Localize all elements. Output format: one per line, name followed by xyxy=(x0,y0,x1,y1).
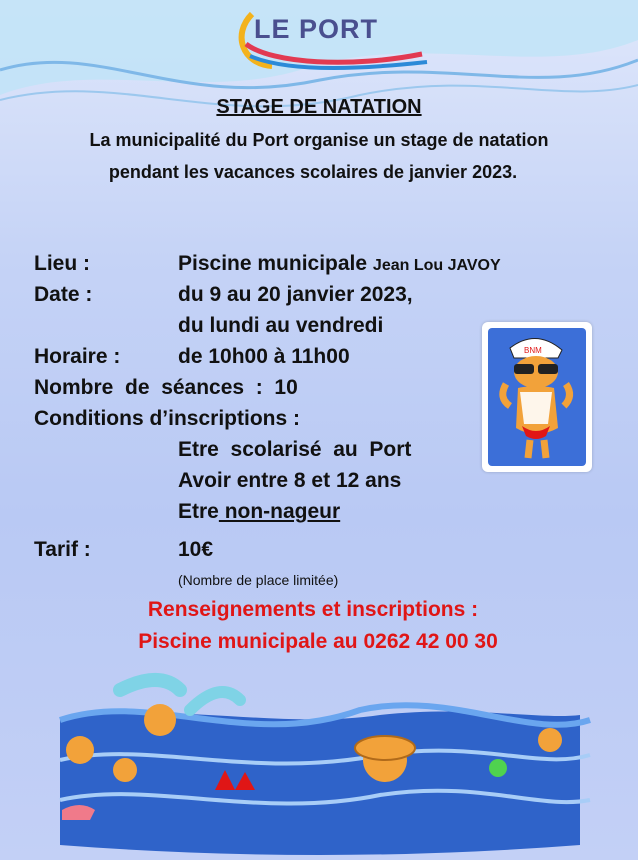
swimmer-mascot-icon xyxy=(488,328,586,466)
contact-line-2: Piscine municipale au 0262 42 00 30 xyxy=(138,630,498,653)
condition-3 xyxy=(178,500,340,524)
intro-line-2: pendant les vacances scolaires de janvier 2023. xyxy=(108,162,518,182)
page-title: STAGE DE NATATION xyxy=(216,96,422,118)
conditions-label: Conditions d’inscriptions : xyxy=(34,407,300,430)
contact-line-1: Renseignements et inscriptions : xyxy=(147,598,479,621)
condition-3-underlined: non-nageur xyxy=(218,500,341,523)
horaire-value: de 10h00 à 11h00 xyxy=(178,345,350,368)
condition-2: Avoir entre 8 et 12 ans xyxy=(178,469,402,492)
lieu-value-name: Jean Lou JAVOY xyxy=(372,257,501,274)
seances-line: Nombre de séances : 10 xyxy=(34,376,298,399)
condition-1: Etre scolarisé au Port xyxy=(178,438,412,461)
swimming-kids-illustration xyxy=(0,660,638,860)
tarif-label: Tarif : xyxy=(34,538,91,561)
condition-3-prefix: Etre xyxy=(178,500,219,523)
mascot-cap-text: BNM xyxy=(524,346,542,355)
mascot-background xyxy=(488,328,586,466)
tarif-value: 10€ xyxy=(178,538,214,561)
mascot-card xyxy=(482,322,592,472)
intro-line-1: La municipalité du Port organise un stage de natation xyxy=(89,130,549,150)
horaire-label: Horaire : xyxy=(34,345,121,368)
limited-places-note: (Nombre de place limitée) xyxy=(178,572,339,588)
lieu-value xyxy=(178,252,501,276)
lieu-label: Lieu : xyxy=(34,252,90,275)
date-value-1: du 9 au 20 janvier 2023, xyxy=(178,283,413,306)
date-value-2: du lundi au vendredi xyxy=(178,314,384,337)
logo-text: LE PORT xyxy=(254,14,379,44)
date-label: Date : xyxy=(34,283,93,306)
lieu-value-main: Piscine municipale xyxy=(178,252,368,275)
